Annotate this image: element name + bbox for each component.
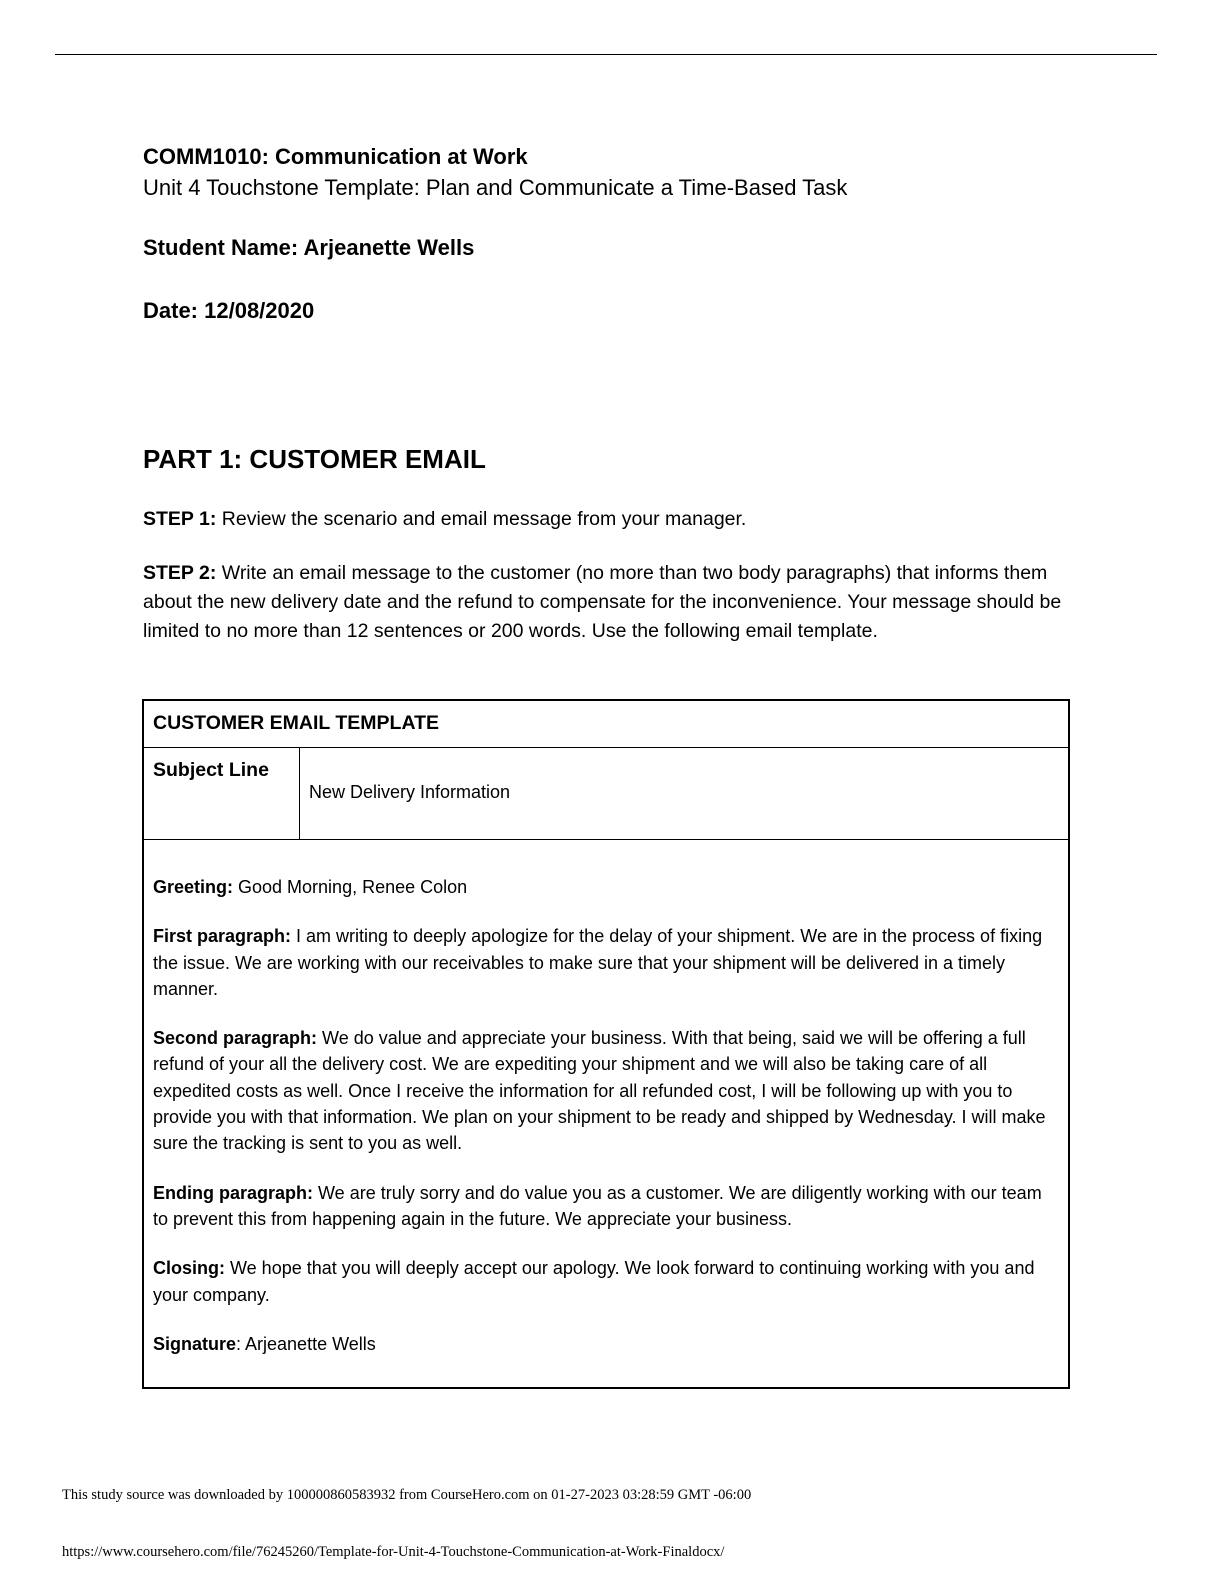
step-2-text: Write an email message to the customer (no more than two body paragraphs) that informs them about the new delivery date and the refund to compensate for the inconvenience. Your message should be limited to no more than 12 sentences or 200 words. Use the following email template. [143,562,1062,642]
first-paragraph-label: First paragraph: [153,926,292,947]
unit-title: Unit 4 Touchstone Template: Plan and Communicate a Time-Based Task [143,175,848,200]
signature-paragraph [153,1331,1054,1357]
greeting-label: Greeting: [153,877,234,897]
top-divider [55,54,1157,55]
second-paragraph-text: We do value and appreciate your business. With that being, said we will be offering a full refund of your all the delivery cost. We are expediting your shipment and we will also be taking care of all expedited costs as well. Once I receive the information for all refunded cost, I will be following up with you to provide you with that information. We plan on your shipment to be ready and shipped by Wednesday. I will make sure the tracking is sent to you as well. [153,1028,1046,1154]
signature-label: Signature [153,1333,237,1354]
greeting-text: Good Morning, Renee Colon [233,877,468,897]
subject-label: Subject Line [144,748,300,839]
first-paragraph-text: I am writing to deeply apologize for the delay of your shipment. We are in the process of fixing the issue. We are working with our receivables to make sure that your shipment will be delivered in a timely manner. [153,926,1043,999]
second-paragraph-label: Second paragraph: [153,1028,318,1049]
closing-text: We hope that you will deeply accept our apology. We look forward to continuing working with you and your company. [153,1258,1035,1305]
step-2-label: STEP 2: [143,562,217,584]
download-notice: This study source was downloaded by 100000860583932 from CourseHero.com on 01-27-2023 03:28:59 GMT -06:00 [62,1487,752,1503]
source-url[interactable]: https://www.coursehero.com/file/76245260/Template-for-Unit-4-Touchstone-Communication-at-Work-Finaldocx/ [62,1544,725,1560]
first-paragraph [153,923,1054,1002]
document-header [143,143,1073,325]
part-title: PART 1: CUSTOMER EMAIL [143,444,486,474]
closing-paragraph [153,1255,1054,1308]
greeting-paragraph [153,874,1054,900]
signature-text: : Arjeanette Wells [236,1333,376,1354]
ending-paragraph-text: We are truly sorry and do value you as a customer. We are diligently working with our team to prevent this from happening again in the future. We appreciate your business. [153,1182,1042,1229]
closing-label: Closing: [153,1258,225,1279]
template-title: CUSTOMER EMAIL TEMPLATE [144,701,1068,748]
step-1 [143,505,1073,533]
step-2 [143,559,1073,646]
customer-email-template-table [142,699,1070,1389]
ending-paragraph-label: Ending paragraph: [153,1182,314,1203]
second-paragraph [153,1025,1054,1156]
subject-value[interactable]: New Delivery Information [309,782,511,802]
ending-paragraph [153,1180,1054,1233]
student-name: Student Name: Arjeanette Wells [143,235,475,260]
email-body-cell[interactable] [144,840,1068,1357]
subject-row [144,748,1068,840]
step-1-label: STEP 1: [143,508,217,530]
course-title: COMM1010: Communication at Work [143,144,528,169]
step-1-text: Review the scenario and email message from your manager. [216,508,747,530]
date-line: Date: 12/08/2020 [143,298,315,323]
